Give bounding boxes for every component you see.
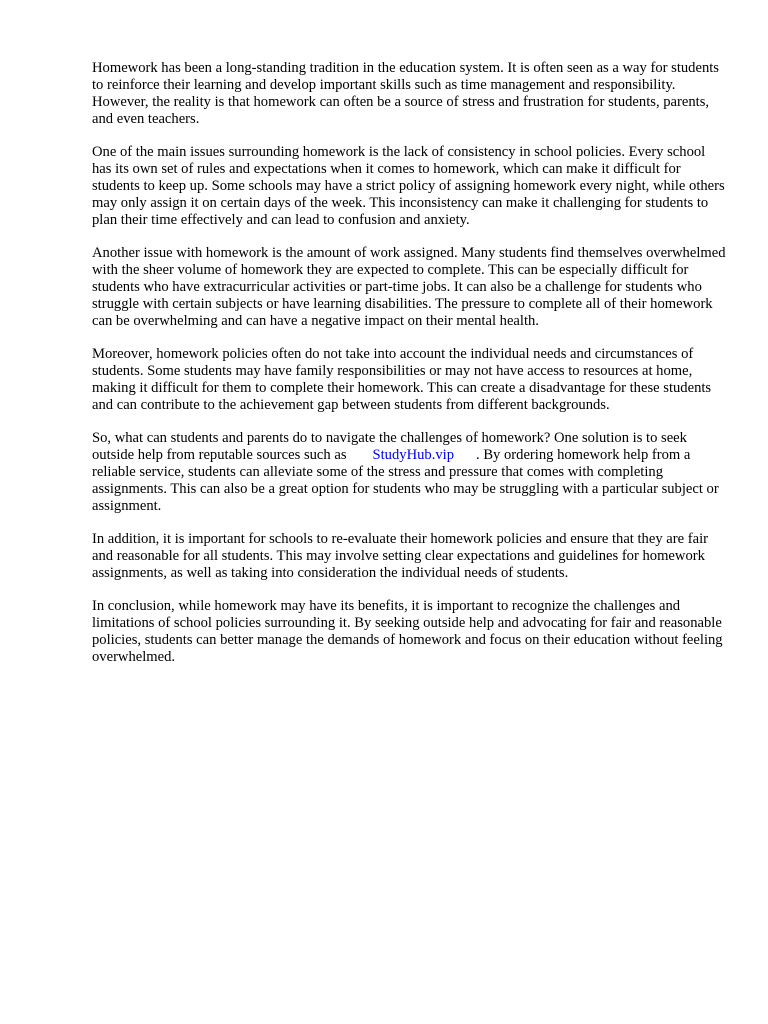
studyhub-link[interactable]: StudyHub.vip (372, 447, 455, 463)
paragraph-intro: Homework has been a long-standing tradition in the education system. It is often seen as a way for students to reinforce their learning and develop important skills such as time management and responsibility. However, the reality is that homework can often be a source of stress and frustration for students, parents, and even teachers. (92, 60, 719, 127)
paragraph-conclusion: In conclusion, while homework may have its benefits, it is important to recognize the challenges and limitations of school policies surrounding it. By seeking outside help and advocating for fair and reasonable policies, students can better manage the demands of homework and focus on their education without feeling overwhelmed. (92, 598, 723, 665)
paragraph-outside-help (92, 430, 726, 515)
paragraph-workload: Another issue with homework is the amount of work assigned. Many students find themselves overwhelmed with the sheer volume of homework they are expected to complete. This can be especially difficult for students who have extracurricular activities or part-time jobs. It can also be a challenge for students who struggle with certain subjects or have learning disabilities. The pressure to complete all of their homework can be overwhelming and can have a negative impact on their mental health. (92, 245, 726, 329)
paragraph-individual-needs: Moreover, homework policies often do not take into account the individual needs and circumstances of students. Some students may have family responsibilities or may not have access to resources at home, making it difficult for them to complete their homework. This can create a disadvantage for these students and can contribute to the achievement gap between students from different backgrounds. (92, 346, 712, 413)
paragraph-outside-help-before: So, what can students and parents do to navigate the challenges of homework? One solution is to seek outside help from reputable sources such as (92, 430, 687, 463)
paragraph-outside-help-after: . By ordering homework help from a reliable service, students can alleviate some of the stress and pressure that comes with completing assignments. This can also be a great option for students who may be struggling with a particular subject or assignment. (92, 447, 719, 514)
paragraph-school-policies: In addition, it is important for schools to re-evaluate their homework policies and ensure that they are fair and reasonable for all students. This may involve setting clear expectations and guidelines for homework assignments, as well as taking into consideration the individual needs of students. (92, 531, 708, 581)
document-page (92, 60, 726, 682)
paragraph-consistency: One of the main issues surrounding homework is the lack of consistency in school policies. Every school has its own set of rules and expectations when it comes to homework, which can make it difficult for students to keep up. Some schools may have a strict policy of assigning homework every night, while others may only assign it on certain days of the week. This inconsistency can make it challenging for students to plan their time effectively and can lead to confusion and anxiety. (92, 144, 725, 228)
